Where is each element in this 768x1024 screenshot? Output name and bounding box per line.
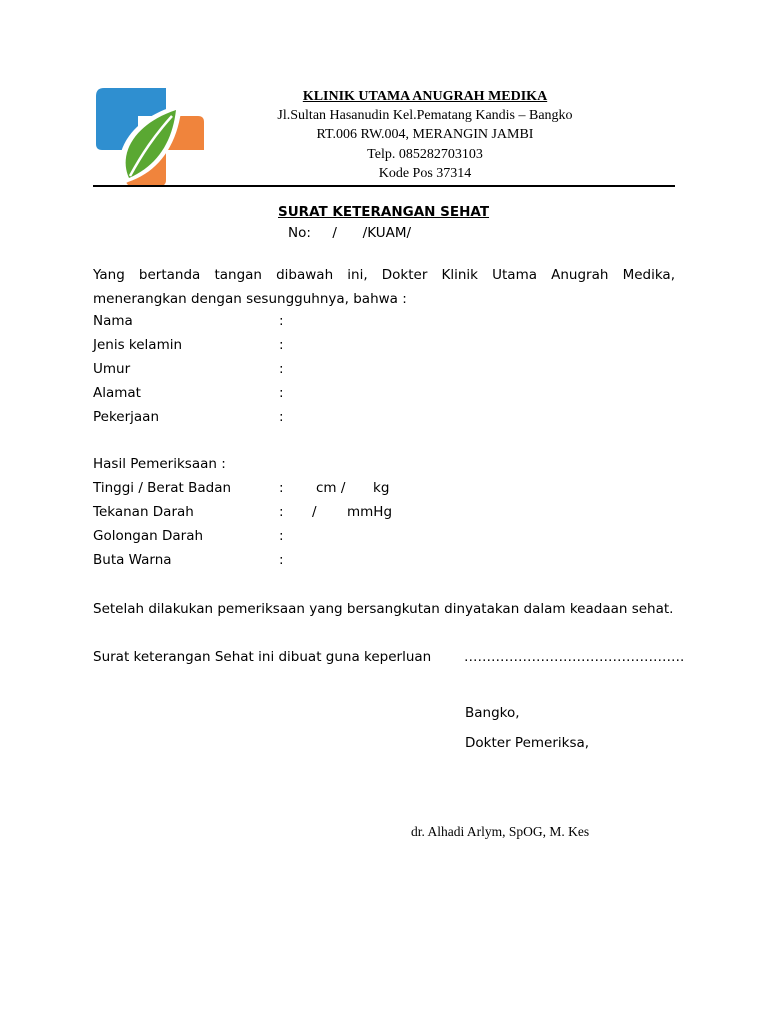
clinic-name: KLINIK UTAMA ANUGRAH MEDIKA [302,89,548,104]
exam-heading: Hasil Pemeriksaan : [93,456,226,472]
closing-statement: Setelah dilakukan pemeriksaan yang bersangkutan dinyatakan dalam keadaan sehat. [93,601,674,617]
field-colon: : [279,409,284,425]
field-colon: : [279,552,284,568]
purpose-text: Surat keterangan Sehat ini dibuat guna keperluan [93,649,432,665]
field-label-golongan-darah: Golongan Darah [93,528,204,544]
letter-number: No: / /KUAM/ [288,225,412,241]
letter-title: SURAT KETERANGAN SEHAT [278,204,490,220]
field-colon: : [279,385,284,401]
height-unit: cm / [316,480,346,496]
field-label-buta-warna: Buta Warna [93,552,172,568]
clinic-logo-icon [96,88,204,186]
phone-number: Telp. 085282703103 [367,147,483,162]
blood-pressure-separator: / [312,504,317,520]
field-label-tinggi-berat: Tinggi / Berat Badan [93,480,232,496]
intro-paragraph: Yang bertanda tangan dibawah ini, Dokter Klinik Utama Anugrah Medika, menerangkan dengan sesungguhnya, bahwa : [93,267,675,307]
field-label-alamat: Alamat [93,385,141,401]
field-label-tekanan-darah: Tekanan Darah [93,504,194,520]
place-date: Bangko, [465,705,520,721]
field-colon: : [279,313,284,329]
field-label-umur: Umur [93,361,131,377]
field-colon: : [279,337,284,353]
field-colon: : [279,504,284,520]
field-colon: : [279,480,284,496]
doctor-name: dr. Alhadi Arlym, SpOG, M. Kes [411,824,590,839]
examiner-label: Dokter Pemeriksa, [465,735,590,751]
logo-cross-blue [96,88,166,116]
blood-pressure-unit: mmHg [347,504,393,520]
address-line-1: Jl.Sultan Hasanudin Kel.Pematang Kandis – Bangko [277,108,573,123]
field-label-nama: Nama [93,313,133,329]
field-label-jenis-kelamin: Jenis kelamin [93,337,183,353]
purpose-blank: …………………………………………. [464,649,685,665]
postal-code: Kode Pos 37314 [378,166,472,181]
field-label-pekerjaan: Pekerjaan [93,409,160,425]
weight-unit: kg [373,480,390,496]
field-colon: : [279,528,284,544]
header-divider [93,185,675,187]
field-colon: : [279,361,284,377]
address-line-2: RT.006 RW.004, MERANGIN JAMBI [316,127,534,142]
